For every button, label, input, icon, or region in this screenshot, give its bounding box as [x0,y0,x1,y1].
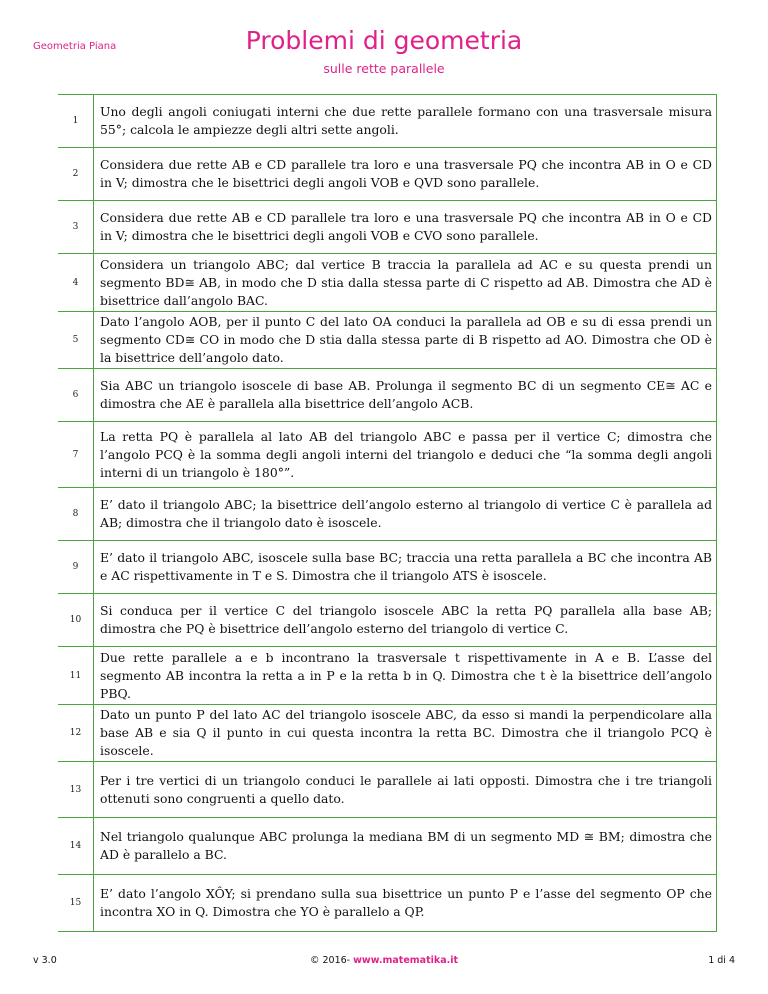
page-title: Problemi di geometria [245,26,523,55]
problem-text: Considera due rette AB e CD parallele tra loro e una trasversale PQ che incontra AB in O e CD in V; dimostra che le bisettrici degli angoli VOB e CVO sono parallele. [100,210,712,243]
problem-number: 6 [58,369,94,421]
problem-row [58,312,717,369]
problem-text: Dato l’angolo AOB, per il punto C del lato OA conduci la parallela ad OB e su di essa prendi un segmento CD≅ CO in modo che D stia dalla stessa parte di B rispetto ad AO. Dimostra che OD è la bisettrice dell’angolo dato. [100,314,712,365]
page-number: 1 di 4 [708,955,735,966]
problem-number: 15 [58,875,94,931]
problem-row [58,201,717,254]
problem-text: Nel triangolo qualunque ABC prolunga la mediana BM di un segmento MD ≅ BM; dimostra che AD è parallelo a BC. [100,829,712,862]
problem-number: 13 [58,762,94,817]
problem-text: La retta PQ è parallela al lato AB del triangolo ABC e passa per il vertice C; dimostra che l’angolo PCQ è la somma degli angoli interni del triangolo e deduci che “la somma degli angoli interni di un triangolo è 180°”. [100,428,712,480]
footer-copyright [0,955,768,966]
problem-text: Sia ABC un triangolo isoscele di base AB. Prolunga il segmento BC di un segmento CE≅ AC e dimostra che AE è parallela alla bisettrice dell’angolo ACB. [100,378,712,411]
site-link[interactable]: www.matematika.it [353,955,459,966]
problem-number: 8 [58,488,94,540]
problem-text: Dato un punto P del lato AC del triangolo isoscele ABC, da esso si mandi la perpendicolare alla base AB e sia Q il punto in cui questa incontra la retta BC. Dimostra che il triangolo PCQ è isoscele. [100,707,712,758]
problem-text: Considera un triangolo ABC; dal vertice B traccia la parallela ad AC e su questa prendi un segmento BD≅ AB, in modo che D stia dalla stessa parte di C rispetto ad AB. Dimostra che AD è bisettrice dall’angolo BAC. [100,256,712,308]
problems-table [58,94,717,932]
problem-row [58,541,717,594]
problem-number: 3 [58,201,94,253]
problem-number: 7 [58,422,94,487]
problem-number: 1 [58,95,94,147]
problem-text: E’ dato il triangolo ABC, isoscele sulla base BC; traccia una retta parallela a BC che incontra AB e AC rispettivamente in T e S. Dimostra che il triangolo ATS è isoscele. [100,550,712,583]
copyright-text: © 2016- [309,955,354,966]
problem-row [58,762,717,818]
problem-number: 5 [58,312,94,368]
problem-text: Considera due rette AB e CD parallele tra loro e una trasversale PQ che incontra AB in O e CD in V; dimostra che le bisettrici degli angoli VOB e QVD sono parallele. [100,157,712,190]
problem-number: 4 [58,254,94,311]
problem-number: 11 [58,647,94,704]
problem-text: E’ dato l’angolo XÔY; si prendano sulla sua bisettrice un punto P e l’asse del segmento OP che incontra XO in Q. Dimostra che YO è parallelo a QP. [100,886,712,919]
page-subtitle: sulle rette parallele [323,61,445,76]
problem-row [58,875,717,932]
problem-row [58,254,717,312]
problem-text: Per i tre vertici di un triangolo conduci le parallele ai lati opposti. Dimostra che i tre triangoli ottenuti sono congruenti a quello dato. [100,772,712,806]
section-label: Geometria Piana [33,41,117,52]
problem-number: 14 [58,818,94,874]
problem-number: 12 [58,705,94,761]
version-label: v 3.0 [33,955,57,966]
problem-row [58,594,717,647]
problem-text: Si conduca per il vertice C del triangolo isoscele ABC la retta PQ parallela alla base AB; dimostra che PQ è bisettrice dell’angolo esterno del triangolo di vertice C. [100,603,712,636]
problem-row [58,369,717,422]
problem-row [58,422,717,488]
problem-text: Due rette parallele a e b incontrano la trasversale t rispettivamente in A e B. L’asse del segmento AB incontra la retta a in P e la retta b in Q. Dimostra che t è la bisettrice dell’angolo PBQ. [100,649,712,701]
problem-row [58,818,717,875]
problem-number: 9 [58,541,94,593]
problem-row [58,705,717,762]
problem-row [58,488,717,541]
problem-text: E’ dato il triangolo ABC; la bisettrice dell’angolo esterno al triangolo di vertice C è parallela ad AB; dimostra che il triangolo dato è isoscele. [100,497,712,530]
problem-row [58,95,717,148]
problem-text: Uno degli angoli coniugati interni che due rette parallele formano con una trasversale misura 55°; calcola le ampiezze degli altri sette angoli. [100,104,712,137]
problem-row [58,148,717,201]
problem-number: 10 [58,594,94,646]
problem-row [58,647,717,705]
problem-number: 2 [58,148,94,200]
